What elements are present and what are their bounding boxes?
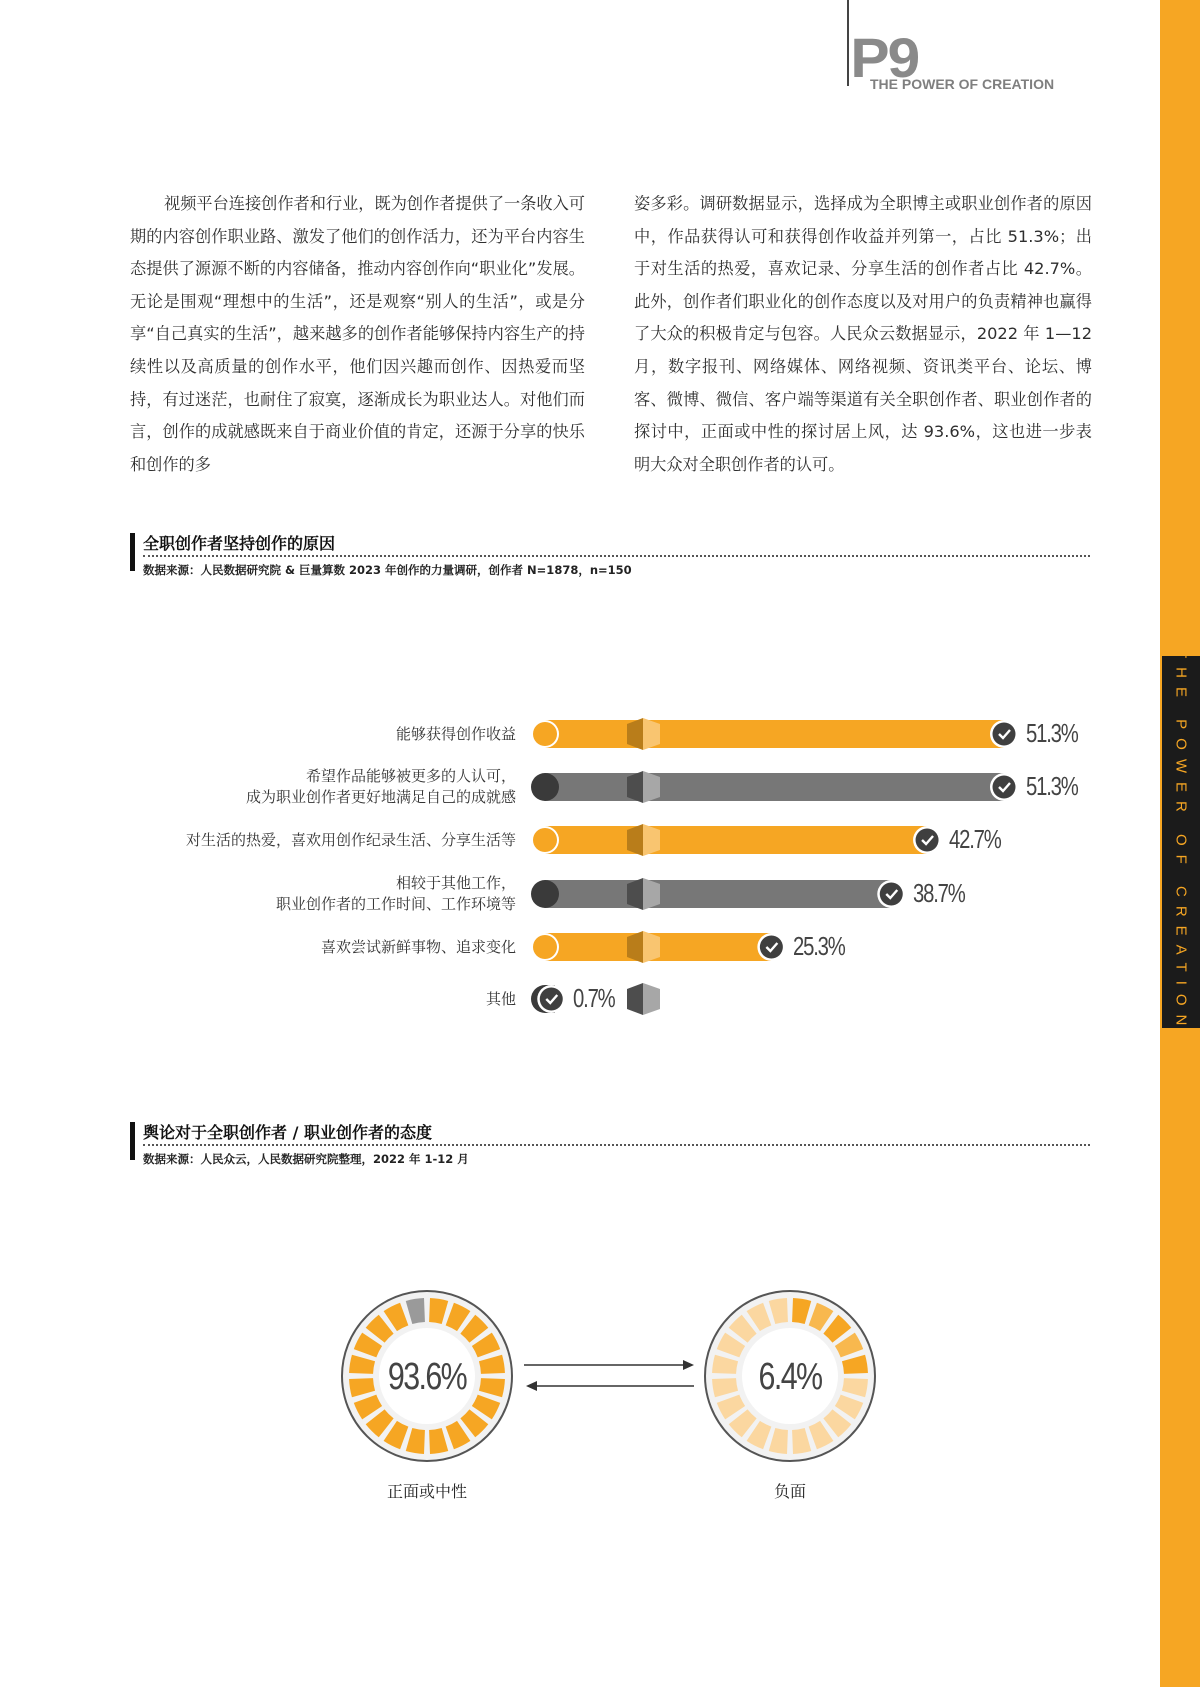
- section-title: 舆论对于全职创作者 / 职业创作者的态度: [143, 1123, 432, 1142]
- body-paragraph-left: 视频平台连接创作者和行业，既为创作者提供了一条收入可期的内容创作职业路、激发了他们的创作活力，还为平台内容生态提供了源源不断的内容储备，推动内容创作向“职业化”发展。无论是围观“理想中的生活”，还是观察“别人的生活”，或是分享“自己真实的生活”，越来越多的创作者能够保持内容生产的持续性以及高质量的创作水平，他们因兴趣而创作、因热爱而坚持，有过迷茫，也耐住了寂寞，逐渐成长为职业达人。对他们而言，创作的成就感既来自于商业价值的肯定，还源于分享的快乐和创作的多: [130, 194, 585, 474]
- section-source: 数据来源：人民众云，人民数据研究院整理，2022 年 1-12 月: [143, 1152, 469, 1166]
- side-tab: [1162, 649, 1200, 1035]
- bar-category-line: 喜欢尝试新鲜事物、追求变化: [320, 937, 516, 956]
- bar-category-line: 希望作品能够被更多的人认可，: [305, 767, 516, 785]
- donut-category-label: 负面: [774, 1482, 807, 1501]
- bar-category-line: 职业创作者的工作时间、工作环境等: [275, 895, 516, 913]
- bar-category-line: 对生活的热爱，喜欢用创作纪录生活、分享生活等: [185, 830, 516, 849]
- donut-1: [342, 1291, 512, 1461]
- exchange-arrows: [524, 1360, 694, 1391]
- donut-value-label: 93.6%: [387, 1355, 467, 1398]
- section-title: 全职创作者坚持创作的原因: [143, 534, 336, 553]
- bar-value-label: 42.7%: [949, 824, 1001, 854]
- section-source: 数据来源：人民数据研究院 & 巨量算数 2023 年创作的力量调研，创作者 N=1878，n=150: [143, 563, 632, 577]
- donut-category-label: 正面或中性: [387, 1482, 468, 1501]
- body-paragraph-right: 姿多彩。调研数据显示，选择成为全职博主或职业创作者的原因中，作品获得认可和获得创作收益并列第一，占比 51.3%；出于对生活的热爱，喜欢记录、分享生活的创作者占比 42.7%。此外，创作者们职业化的创作态度以及对用户的负责精神也赢得了大众的积极肯定与包容。人民众云数据显示，2022 年 1—12 月，数字报刊、网络媒体、网络视频、资讯类平台、论坛、博客、微博、微信、客户端等渠道有关全职创作者、职业创作者的探讨中，正面或中性的探讨居上风，达 93.6%，这也进一步表明大众对全职创作者的认可。: [634, 194, 1092, 474]
- bar-category-line: 能够获得创作收益: [395, 724, 516, 743]
- side-tab-text: THE POWER OF CREATION: [1172, 649, 1190, 1035]
- bar-value-label: 0.7%: [573, 983, 615, 1013]
- donut-2: [705, 1291, 875, 1461]
- bar-value-label: 25.3%: [793, 931, 846, 961]
- bar-value-label: 38.7%: [913, 878, 965, 908]
- bar-category-line: 相较于其他工作，: [395, 874, 516, 892]
- page-number: P9: [850, 26, 919, 89]
- header-subtitle: THE POWER OF CREATION: [870, 76, 1055, 92]
- bar-category-line: 成为职业创作者更好地满足自己的成就感: [245, 788, 516, 806]
- bar-value-label: 51.3%: [1026, 771, 1078, 801]
- bar-value-label: 51.3%: [1026, 718, 1078, 748]
- arrow-left-head: [526, 1381, 537, 1391]
- bar-category-line: 其他: [485, 989, 516, 1008]
- donut-value-label: 6.4%: [758, 1355, 822, 1398]
- arrow-right-head: [683, 1360, 694, 1370]
